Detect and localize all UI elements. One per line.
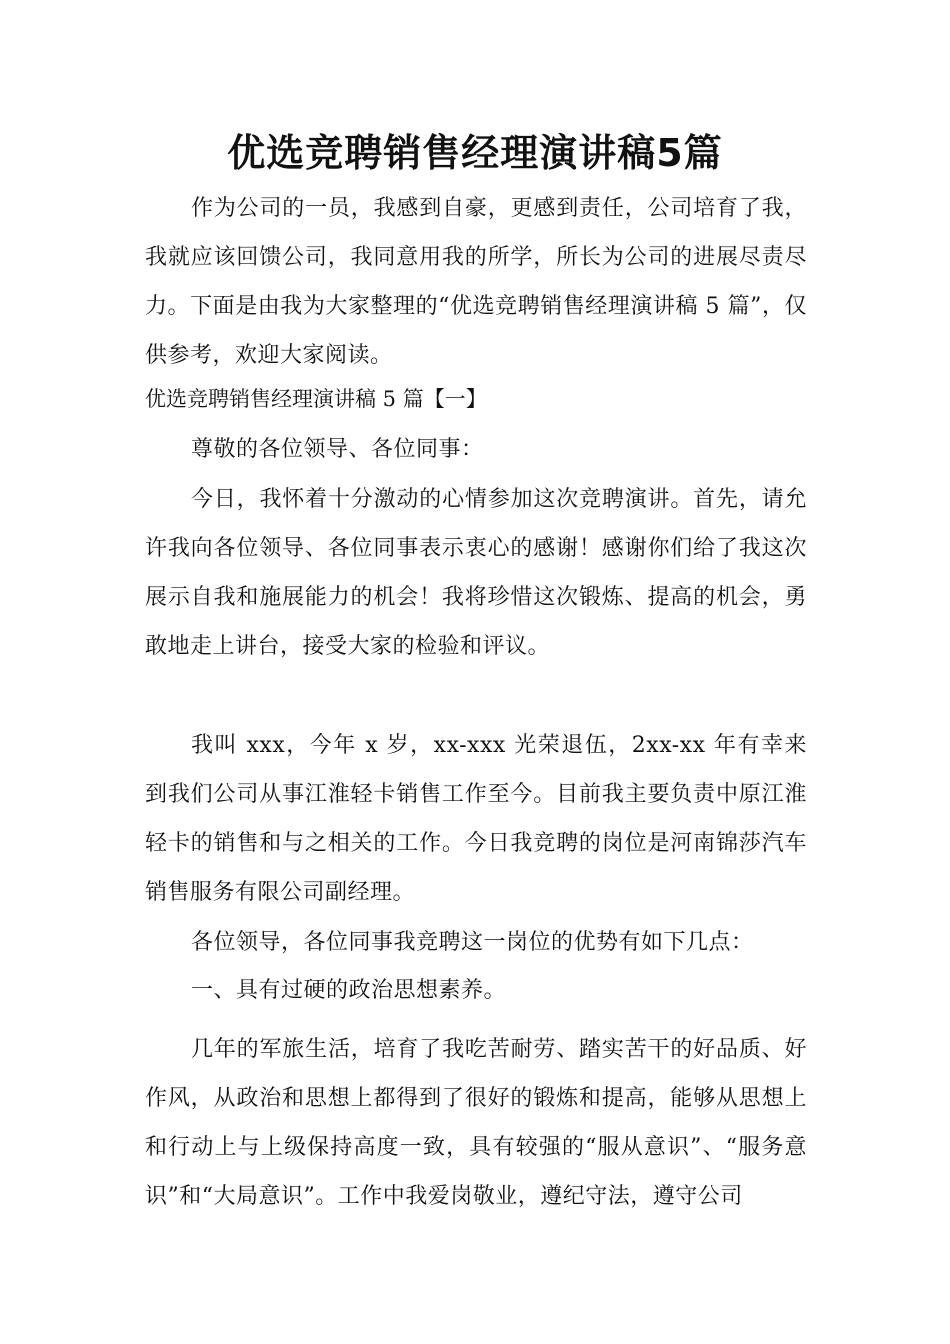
self-introduction-paragraph: 我叫 xxx，今年 x 岁，xx-xxx 光荣退伍，2xx-xx 年有幸来到我们公司从事江淮轻卡销售工作至今。目前我主要负责中原江淮轻卡的销售和与之相关的工作。今日我竞聘的岗位是河南锦莎汽车销售服务有限公司副经理。 [145,733,807,905]
opening-paragraph: 今日，我怀着十分激动的心情参加这次竞聘演讲。首先，请允许我向各位领导、各位同事表示衷心的感谢！感谢你们给了我这次展示自我和施展能力的机会！我将珍惜这次锻炼、提高的机会，勇敢地走上讲台，接受大家的检验和评议。 [145,487,807,659]
intro-paragraph: 作为公司的一员，我感到自豪，更感到责任，公司培育了我，我就应该回馈公司，我同意用我的所学，所长为公司的进展尽责尽力。下面是由我为大家整理的“优选竞聘销售经理演讲稿 5 篇”，仅供参考，欢迎大家阅读。 [145,196,807,368]
document-title: 优选竞聘销售经理演讲稿5篇 [227,131,723,175]
greeting-paragraph: 尊敬的各位领导、各位同事： [191,437,484,462]
advantage-heading-1: 一、具有过硬的政治思想素养。 [191,978,507,1003]
section-heading-1: 优选竞聘销售经理演讲稿 5 篇【一】 [145,387,487,411]
advantages-intro-paragraph: 各位领导，各位同事我竞聘这一岗位的优势有如下几点： [191,930,754,955]
advantage-detail-paragraph: 几年的军旅生活，培育了我吃苦耐劳、踏实苦干的好品质、好作风，从政治和思想上都得到了很好的锻炼和提高，能够从思想上和行动上与上级保持高度一致，具有较强的“服从意识”、“服务意识”和“大局意识”。工作中我爱岗敬业，遵纪守法，遵守公司 [145,1037,807,1209]
